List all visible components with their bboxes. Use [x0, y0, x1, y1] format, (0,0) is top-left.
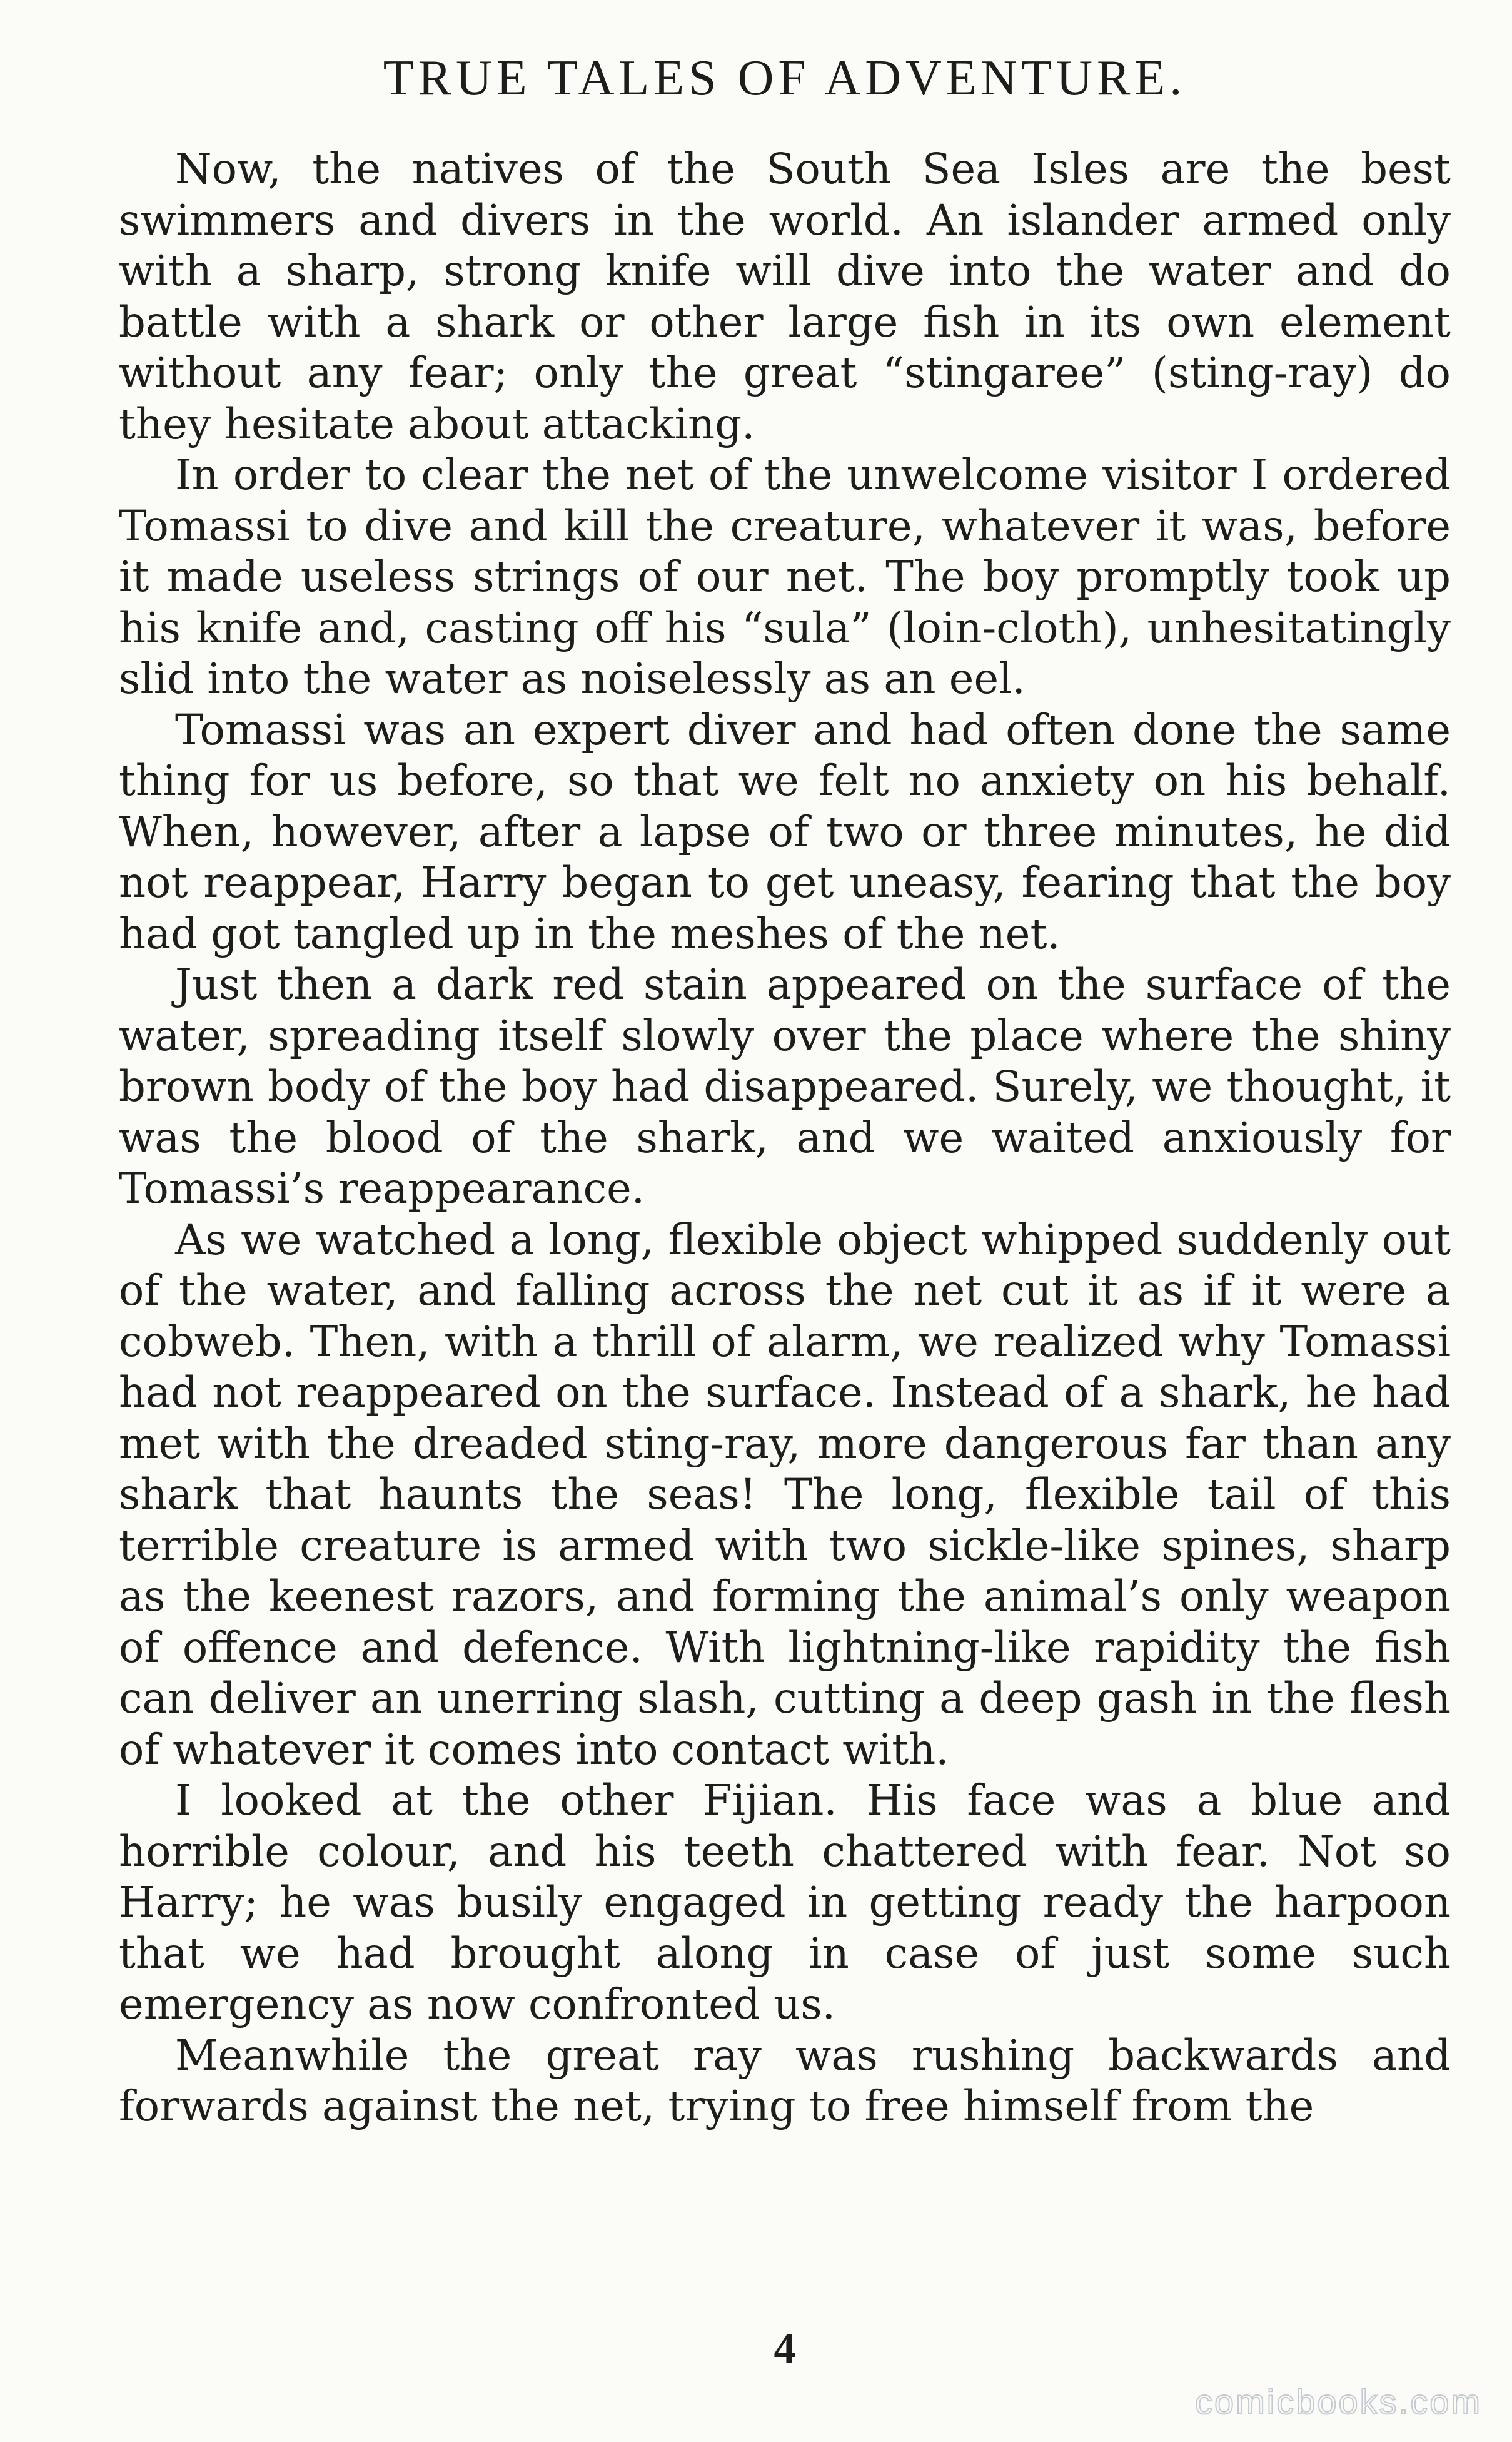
watermark: comicbooks.com	[1194, 2382, 1482, 2421]
running-header: TRUE TALES OF ADVENTURE.	[383, 51, 1187, 106]
paragraph: Tomassi was an expert diver and had often done the same thing for us before, so that we felt no anxiety on his behalf. When, however, after a lapse of two or three minutes, he did not reappear, Harry began to get uneasy, fearing that the boy had got tangled up in the meshes of the net.	[119, 705, 1451, 958]
paragraph: Now, the natives of the South Sea Isles are the best swimmers and divers in the world. An islander armed only with a sharp, strong knife will dive into the water and do battle with a shark or other large fish in its own element without any fear; only the great “stingaree” (sting-ray) do they hesitate about attacking.	[119, 144, 1451, 448]
paragraph: I looked at the other Fijian. His face was a blue and horrible colour, and his teeth chattered with fear. Not so Harry; he was busily engaged in getting ready the harpoon that we had brought along in case of just some such emergency as now confronted us.	[119, 1776, 1451, 2029]
paragraph: As we watched a long, flexible object whipped suddenly out of the water, and falling across the net cut it as if it were a cobweb. Then, with a thrill of alarm, we realized why Tomassi had not reappeared on the surface. Instead of a shark, he had met with the dreaded sting-ray, more dangerous far than any shark that haunts the seas! The long, flexible tail of this terrible creature is armed with two sickle-like spines, sharp as the keenest razors, and forming the animal’s only weapon of offence and defence. With lightning-like rapidity the fish can deliver an unerring slash, cutting a deep gash in the flesh of whatever it comes into contact with.	[119, 1215, 1451, 1774]
document-page	[119, 44, 1451, 2396]
paragraph: Meanwhile the great ray was rushing backwards and forwards against the net, trying to free himself from the	[119, 2030, 1451, 2130]
paragraph: In order to clear the net of the unwelcome visitor I ordered Tomassi to dive and kill the creature, whatever it was, before it made useless strings of our net. The boy promptly took up his knife and, casting off his “sula” (loin-cloth), unhesitatingly slid into the water as noiselessly as an eel.	[119, 450, 1451, 703]
paragraph: Just then a dark red stain appeared on the surface of the water, spreading itself slowly over the place where the shiny brown body of the boy had disappeared. Surely, we thought, it was the blood of the shark, and we waited anxiously for Tomassi’s reappearance.	[119, 960, 1451, 1213]
body-text	[119, 144, 1451, 2132]
page-number: 4	[774, 2324, 796, 2373]
